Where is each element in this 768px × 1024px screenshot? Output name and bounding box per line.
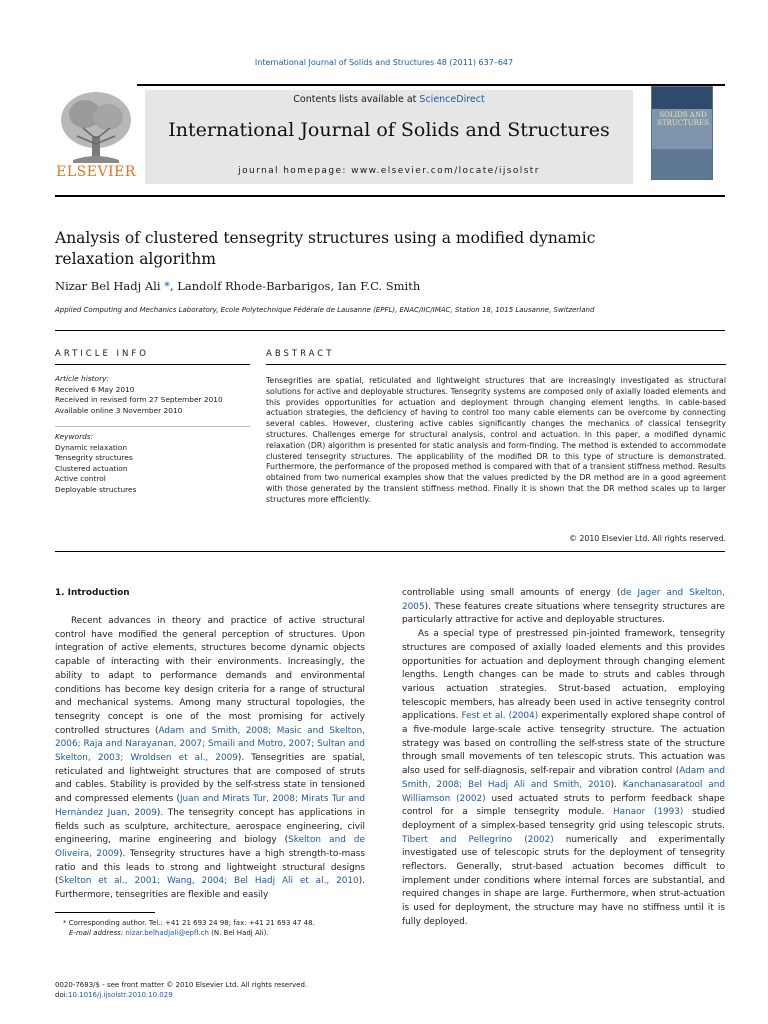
citation-link[interactable]: Skelton and de Oliveira, 2009 (55, 835, 365, 859)
cover-header-band (652, 87, 712, 109)
abstract-heading: ABSTRACT (266, 349, 335, 359)
cover-bottom-band (652, 149, 712, 179)
paper-title-line2: relaxation algorithm (55, 250, 216, 268)
intro-text: studied deployment of a simplex-based tensegrity grid using telescopic struts. (402, 807, 726, 831)
intro-text: Recent advances in theory and practice of active structural control have modified the general perception of structures. Upon integration of active elements, structures become dynamic objects capable of interacting with their environments. Increasingly, the ability to adapt to performance demands and environmental conditions has become key design criteria for a range of structural and mechanical systems. Among many structural topologies, the tensegrity concept is one of the most promising for actively controlled structures ( (55, 616, 365, 736)
intro-text: ). Tensegrity structures have a high strength-to-mass ratio and this leads to strong and lightweight structural designs ( (55, 848, 365, 887)
footnote-corresponding: * Corresponding author. Tel.: +41 21 693 24 98; fax: +41 21 693 47 48. (63, 919, 315, 927)
email-suffix: (N. Bel Hadj Ali). (208, 929, 269, 937)
email-label: E-mail address: (69, 929, 126, 937)
intro-text: ). The tensegrity concept has applications in fields such as sculpture, architecture, aerospace engineering, civil engineering, marine engineering and biology ( (55, 807, 365, 846)
citation-link[interactable]: Adam and Smith, 2008; Masic and Skelton, 2006; Raja and Narayanan, 2007; Smaili and Motro, 2007; Sultan and Skelton, 2003; Wroldsen et al., 2009 (55, 725, 365, 764)
doi-line (55, 990, 455, 1000)
intro-text: experimentally explored shape control of a five-module large-scale active tensegrity structure. The actuation strategy was based on controlling the self-stress state of the structure through small movements of ten telescopic struts. This actuation was also used for self-diagnosis, self-repair and vibration control ( (402, 711, 725, 777)
abstract-bottom-rule (55, 551, 725, 552)
paper-title (55, 228, 695, 270)
intro-paragraph-1 (55, 615, 365, 903)
publisher-name: ELSEVIER (56, 164, 136, 180)
citation-link[interactable]: Juan and Mirats Tur, 2008; Mirats Tur and Hernàndez Juan, 2009 (55, 794, 365, 818)
keywords-rule (55, 426, 250, 427)
citation-link[interactable]: Fest et al. (2004) (461, 711, 539, 722)
issn-line: 0020-7683/$ - see front matter © 2010 Elsevier Ltd. All rights reserved. (55, 981, 308, 989)
intro-text: controllable using small amounts of energy ( (402, 588, 621, 598)
journal-citation[interactable]: International Journal of Solids and Structures 48 (2011) 637–647 (254, 58, 514, 67)
citation-link[interactable]: de Jager and Skelton, 2005 (402, 588, 725, 612)
affiliation: Applied Computing and Mechanics Laboratory, Ecole Polytechnique Fédérale de Lausanne (EPFL), ENAC/IIC/IMAC, Station 18, 1015 Lausanne, Switzerland (55, 306, 595, 314)
intro-text: numerically and experimentally investigated use of telescopic struts for the deployment of tensegrity reflectors. Generally, strut-based actuation becomes difficult to implement under conditions where internal forces are substantial, and required changes in shape are large. Furthermore, when strut-actuation is used for deployment, the structure may have no stiffness until it is fully deployed. (402, 834, 725, 927)
keyword-item: Active control (55, 474, 106, 483)
email-link[interactable]: nizar.belhadjali@epfl.ch (125, 929, 209, 937)
intro-text: ). (610, 779, 623, 790)
journal-title: International Journal of Solids and Structures (168, 119, 610, 141)
elsevier-logo (55, 84, 137, 184)
footnote (55, 918, 365, 938)
journal-homepage[interactable]: journal homepage: www.elsevier.com/locate/ijsolstr (238, 166, 540, 176)
intro-text: ). Tensegrities are spatial, reticulated and lightweight structures that are composed of struts and cables. Stability is provided by the self-stress state in tensioned and compressed elements ( (55, 753, 366, 805)
section-heading-introduction: 1. Introduction (55, 588, 130, 598)
abstract-rule (266, 364, 726, 365)
header-bottom-rule (55, 195, 725, 197)
cover-title: SOLIDS AND STRUCTURES (657, 111, 709, 127)
affiliation-rule (55, 330, 725, 331)
keyword-item: Deployable structures (55, 484, 137, 494)
doi-label: doi: (55, 991, 69, 999)
footnote-rule (55, 912, 155, 913)
corresponding-author-marker[interactable]: * (160, 279, 170, 293)
doi-link[interactable]: 10.1016/j.ijsolstr.2010.10.029 (68, 991, 173, 999)
article-info-heading: ARTICLE INFO (55, 349, 149, 359)
sciencedirect-link[interactable]: ScienceDirect (419, 94, 485, 105)
keywords (55, 432, 250, 495)
citation-link[interactable]: Kanchanasaratool and Williamson (2002) (402, 779, 725, 804)
footnote-email-line (63, 928, 365, 938)
authors (55, 279, 695, 293)
citation-link[interactable]: Skelton et al., 2001; Wang, 2004; Bel Hadj Ali et al., 2010 (58, 876, 359, 887)
keyword-item: Tensegrity structures (55, 453, 133, 462)
history-online: Available online 3 November 2010 (55, 405, 183, 415)
contents-line (145, 94, 633, 105)
front-matter (55, 980, 455, 1000)
author-others: , Landolf Rhode-Barbarigos, Ian F.C. Smith (169, 279, 421, 293)
keyword-item: Clustered actuation (55, 463, 128, 473)
intro-text: ). These features create situations where tensegrity structures are particularly attractive for active and deployable structures. (402, 601, 725, 626)
intro-paragraph-1-continued (402, 587, 725, 628)
keywords-label: Keywords: (55, 432, 94, 441)
intro-text: used actuated struts to perform feedback shape control for a simple tensegrity module. (402, 793, 725, 818)
contents-prefix: Contents lists available at (293, 94, 420, 105)
citation-link[interactable]: Hanaor (1993) (612, 807, 684, 818)
keyword-item: Dynamic relaxation (55, 442, 128, 452)
abstract-text: Tensegrities are spatial, reticulated and lightweight structures that are increasingly investigated as structural solutions for active and deployable structures. Tensegrity systems are composed only of axially loaded elements and this provides opportunities for actuation and deployment through changing element lengths. In cable-based actuation strategies, the deficiency of having to control too many cable elements can be overcome by connecting several cables. However, clustering active cables significantly changes the mechanics of classical tensegrity structures. Challenges emerge for structural analysis, control and actuation. In this paper, a modified dynamic relaxation (DR) algorithm is presented for static analysis and form-finding. The method is extended to accommodate clustered tensegrity structures. The applicability of the modified DR to this type of structure is demonstrated. Furthermore, the performance of the proposed method is compared with that of a transient stiffness method. Results obtained from two numerical examples show that the values predicted by the DR method are in a good agreement with those generated by the transient stiffness method. Finally it is shown that the DR method scales up to larger structures more efficiently. (266, 376, 726, 504)
article-history (55, 374, 250, 416)
paper-title-line1: Analysis of clustered tensegrity structures using a modified dynamic (55, 229, 596, 247)
intro-paragraph-2 (402, 628, 725, 929)
intro-column-right (402, 587, 725, 930)
author-first: Nizar Bel Hadj Ali (55, 279, 161, 293)
history-label: Article history: (55, 374, 109, 383)
history-received: Received 6 May 2010 (55, 384, 135, 394)
citation-link[interactable]: Tibert and Pellegrino (2002) (402, 834, 554, 845)
citation-link[interactable]: Adam and Smith, 2008; Bel Hadj Ali and Smith, 2010 (402, 766, 725, 790)
history-revised: Received in revised form 27 September 2010 (55, 395, 223, 404)
header-top-rule (55, 84, 725, 86)
article-info-rule (55, 364, 250, 365)
abstract-copyright: © 2010 Elsevier Ltd. All rights reserved. (569, 534, 726, 543)
intro-text: As a special type of prestressed pin-jointed framework, tensegrity structures are composed of axially loaded elements and this provides opportunities for actuation and deployment through changing element lengths. Length changes can be made to struts and cables through various actuation strategies. Strut-based actuation, employing telescopic members, has already been used in active tensegrity control applications. (402, 629, 725, 722)
intro-text: ). Furthermore, tensegrities are flexible and easily (55, 876, 365, 901)
journal-cover-image (651, 86, 713, 180)
